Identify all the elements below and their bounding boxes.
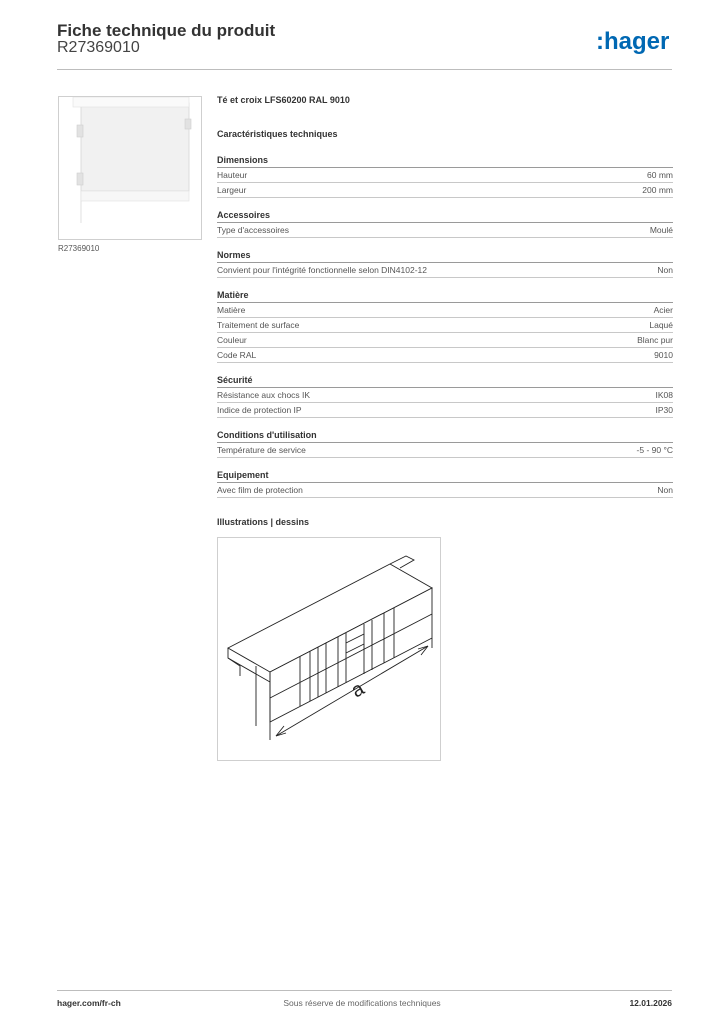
- group-title: Conditions d'utilisation: [217, 430, 673, 443]
- group-title: Equipement: [217, 470, 673, 483]
- group-matiere: [217, 290, 673, 363]
- spec-value: 60 mm: [647, 170, 673, 180]
- spec-label: Convient pour l'intégrité fonctionnelle selon DIN4102-12: [217, 265, 428, 275]
- spec-row: [217, 333, 673, 348]
- product-title: Té et croix LFS60200 RAL 9010: [217, 95, 350, 105]
- spec-label: Avec film de protection: [217, 485, 303, 495]
- spec-row: [217, 388, 673, 403]
- dimension-label: a: [347, 677, 369, 703]
- spec-value: Acier: [653, 305, 673, 315]
- spec-value: Non: [657, 485, 673, 495]
- spec-value: Moulé: [649, 225, 673, 235]
- spec-value: IK08: [655, 390, 673, 400]
- group-conditions: [217, 430, 673, 458]
- footer-divider: [57, 990, 672, 991]
- group-equipement: [217, 470, 673, 498]
- product-code: R27369010: [57, 39, 140, 56]
- spec-row: [217, 443, 673, 458]
- technical-drawing: [217, 537, 441, 761]
- spec-label: Traitement de surface: [217, 320, 300, 330]
- spec-label: Résistance aux chocs IK: [217, 390, 311, 400]
- spec-label: Code RAL: [217, 350, 257, 360]
- spec-row: [217, 483, 673, 498]
- spec-value: 9010: [654, 350, 673, 360]
- group-title: Normes: [217, 250, 673, 263]
- group-title: Dimensions: [217, 155, 673, 168]
- spec-row: [217, 183, 673, 198]
- spec-label: Hauteur: [217, 170, 248, 180]
- spec-label: Largeur: [217, 185, 247, 195]
- product-image-caption: R27369010: [58, 244, 100, 253]
- spec-value: Non: [657, 265, 673, 275]
- spec-groups: [217, 155, 673, 498]
- spec-row: [217, 348, 673, 363]
- spec-row: [217, 263, 673, 278]
- spec-label: Température de service: [217, 445, 306, 455]
- group-accessoires: [217, 210, 673, 238]
- spec-row: [217, 403, 673, 418]
- spec-row: [217, 318, 673, 333]
- group-dimensions: [217, 155, 673, 198]
- spec-label: Matière: [217, 305, 246, 315]
- logo-text: :hager: [596, 28, 670, 55]
- spec-label: Type d'accessoires: [217, 225, 290, 235]
- spec-row: [217, 168, 673, 183]
- hager-logo: [596, 27, 676, 57]
- spec-row: [217, 223, 673, 238]
- group-title: Sécurité: [217, 375, 673, 388]
- group-securite: [217, 375, 673, 418]
- footer-website-link[interactable]: hager.com/fr-ch: [57, 998, 121, 1008]
- spec-label: Couleur: [217, 335, 247, 345]
- footer-date: 12.01.2026: [629, 998, 672, 1008]
- footer-disclaimer: Sous réserve de modifications techniques: [283, 998, 441, 1008]
- spec-value: Laqué: [649, 320, 673, 330]
- group-title: Accessoires: [217, 210, 673, 223]
- spec-heading: Caractéristiques techniques: [217, 129, 338, 139]
- spec-value: Blanc pur: [637, 335, 673, 345]
- spec-value: 200 mm: [642, 185, 673, 195]
- spec-content: [217, 95, 673, 761]
- spec-row: [217, 303, 673, 318]
- illustrations-heading: Illustrations | dessins: [217, 517, 310, 527]
- group-title: Matière: [217, 290, 673, 303]
- spec-value: -5 - 90 °C: [636, 445, 673, 455]
- product-image: [58, 96, 202, 240]
- spec-label: Indice de protection IP: [217, 405, 302, 415]
- spec-value: IP30: [655, 405, 673, 415]
- header-divider: [57, 69, 672, 70]
- group-normes: [217, 250, 673, 278]
- page-title: Fiche technique du produit: [57, 21, 276, 40]
